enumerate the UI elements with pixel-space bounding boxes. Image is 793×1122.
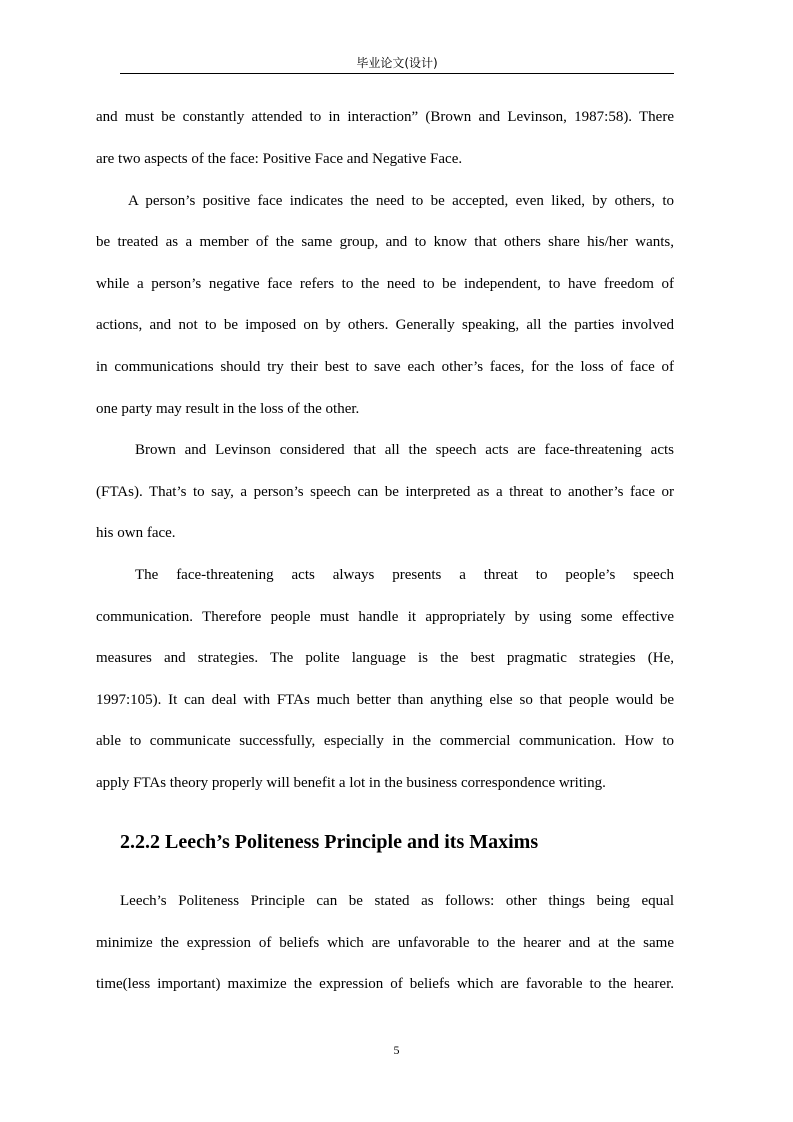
text-line: minimize the expression of beliefs which are unfavorable to the hearer and at the same <box>96 935 674 951</box>
text-line: able to communicate successfully, especially in the commercial communication. How to <box>96 733 674 749</box>
text-line: (FTAs). That’s to say, a person’s speech can be interpreted as a threat to another’s face or <box>96 484 674 500</box>
header-rule <box>120 73 674 74</box>
text-line: be treated as a member of the same group, and to know that others share his/her wants, <box>96 234 674 250</box>
text-line: apply FTAs theory properly will benefit a lot in the business correspondence writing. <box>96 775 606 791</box>
text-line: his own face. <box>96 525 176 541</box>
page-number: 5 <box>393 1043 400 1057</box>
text-line: time(less important) maximize the expression of beliefs which are favorable to the hearer. <box>96 976 674 992</box>
text-line: communication. Therefore people must handle it appropriately by using some effective <box>96 609 674 625</box>
text-line: one party may result in the loss of the other. <box>96 401 360 417</box>
text-line: are two aspects of the face: Positive Face and Negative Face. <box>96 151 463 167</box>
text-line: in communications should try their best to save each other’s faces, for the loss of face of <box>96 359 674 375</box>
text-line: Leech’s Politeness Principle can be stated as follows: other things being equal <box>120 893 674 909</box>
text-line: while a person’s negative face refers to the need to be independent, to have freedom of <box>96 276 674 292</box>
text-line: measures and strategies. The polite language is the best pragmatic strategies (He, <box>96 650 674 666</box>
text-line: 1997:105). It can deal with FTAs much better than anything else so that people would be <box>96 692 674 708</box>
section-heading: 2.2.2 Leech’s Politeness Principle and its Maxims <box>120 831 539 853</box>
running-header: 毕业论文(设计) <box>356 56 438 70</box>
text-line: actions, and not to be imposed on by others. Generally speaking, all the parties involved <box>96 317 674 333</box>
text-line: The face-threatening acts always presents a threat to people’s speech <box>135 567 674 583</box>
text-line: and must be constantly attended to in interaction” (Brown and Levinson, 1987:58). There <box>96 109 674 125</box>
text-line: A person’s positive face indicates the need to be accepted, even liked, by others, to <box>128 193 674 209</box>
text-line: Brown and Levinson considered that all the speech acts are face-threatening acts <box>135 442 674 458</box>
